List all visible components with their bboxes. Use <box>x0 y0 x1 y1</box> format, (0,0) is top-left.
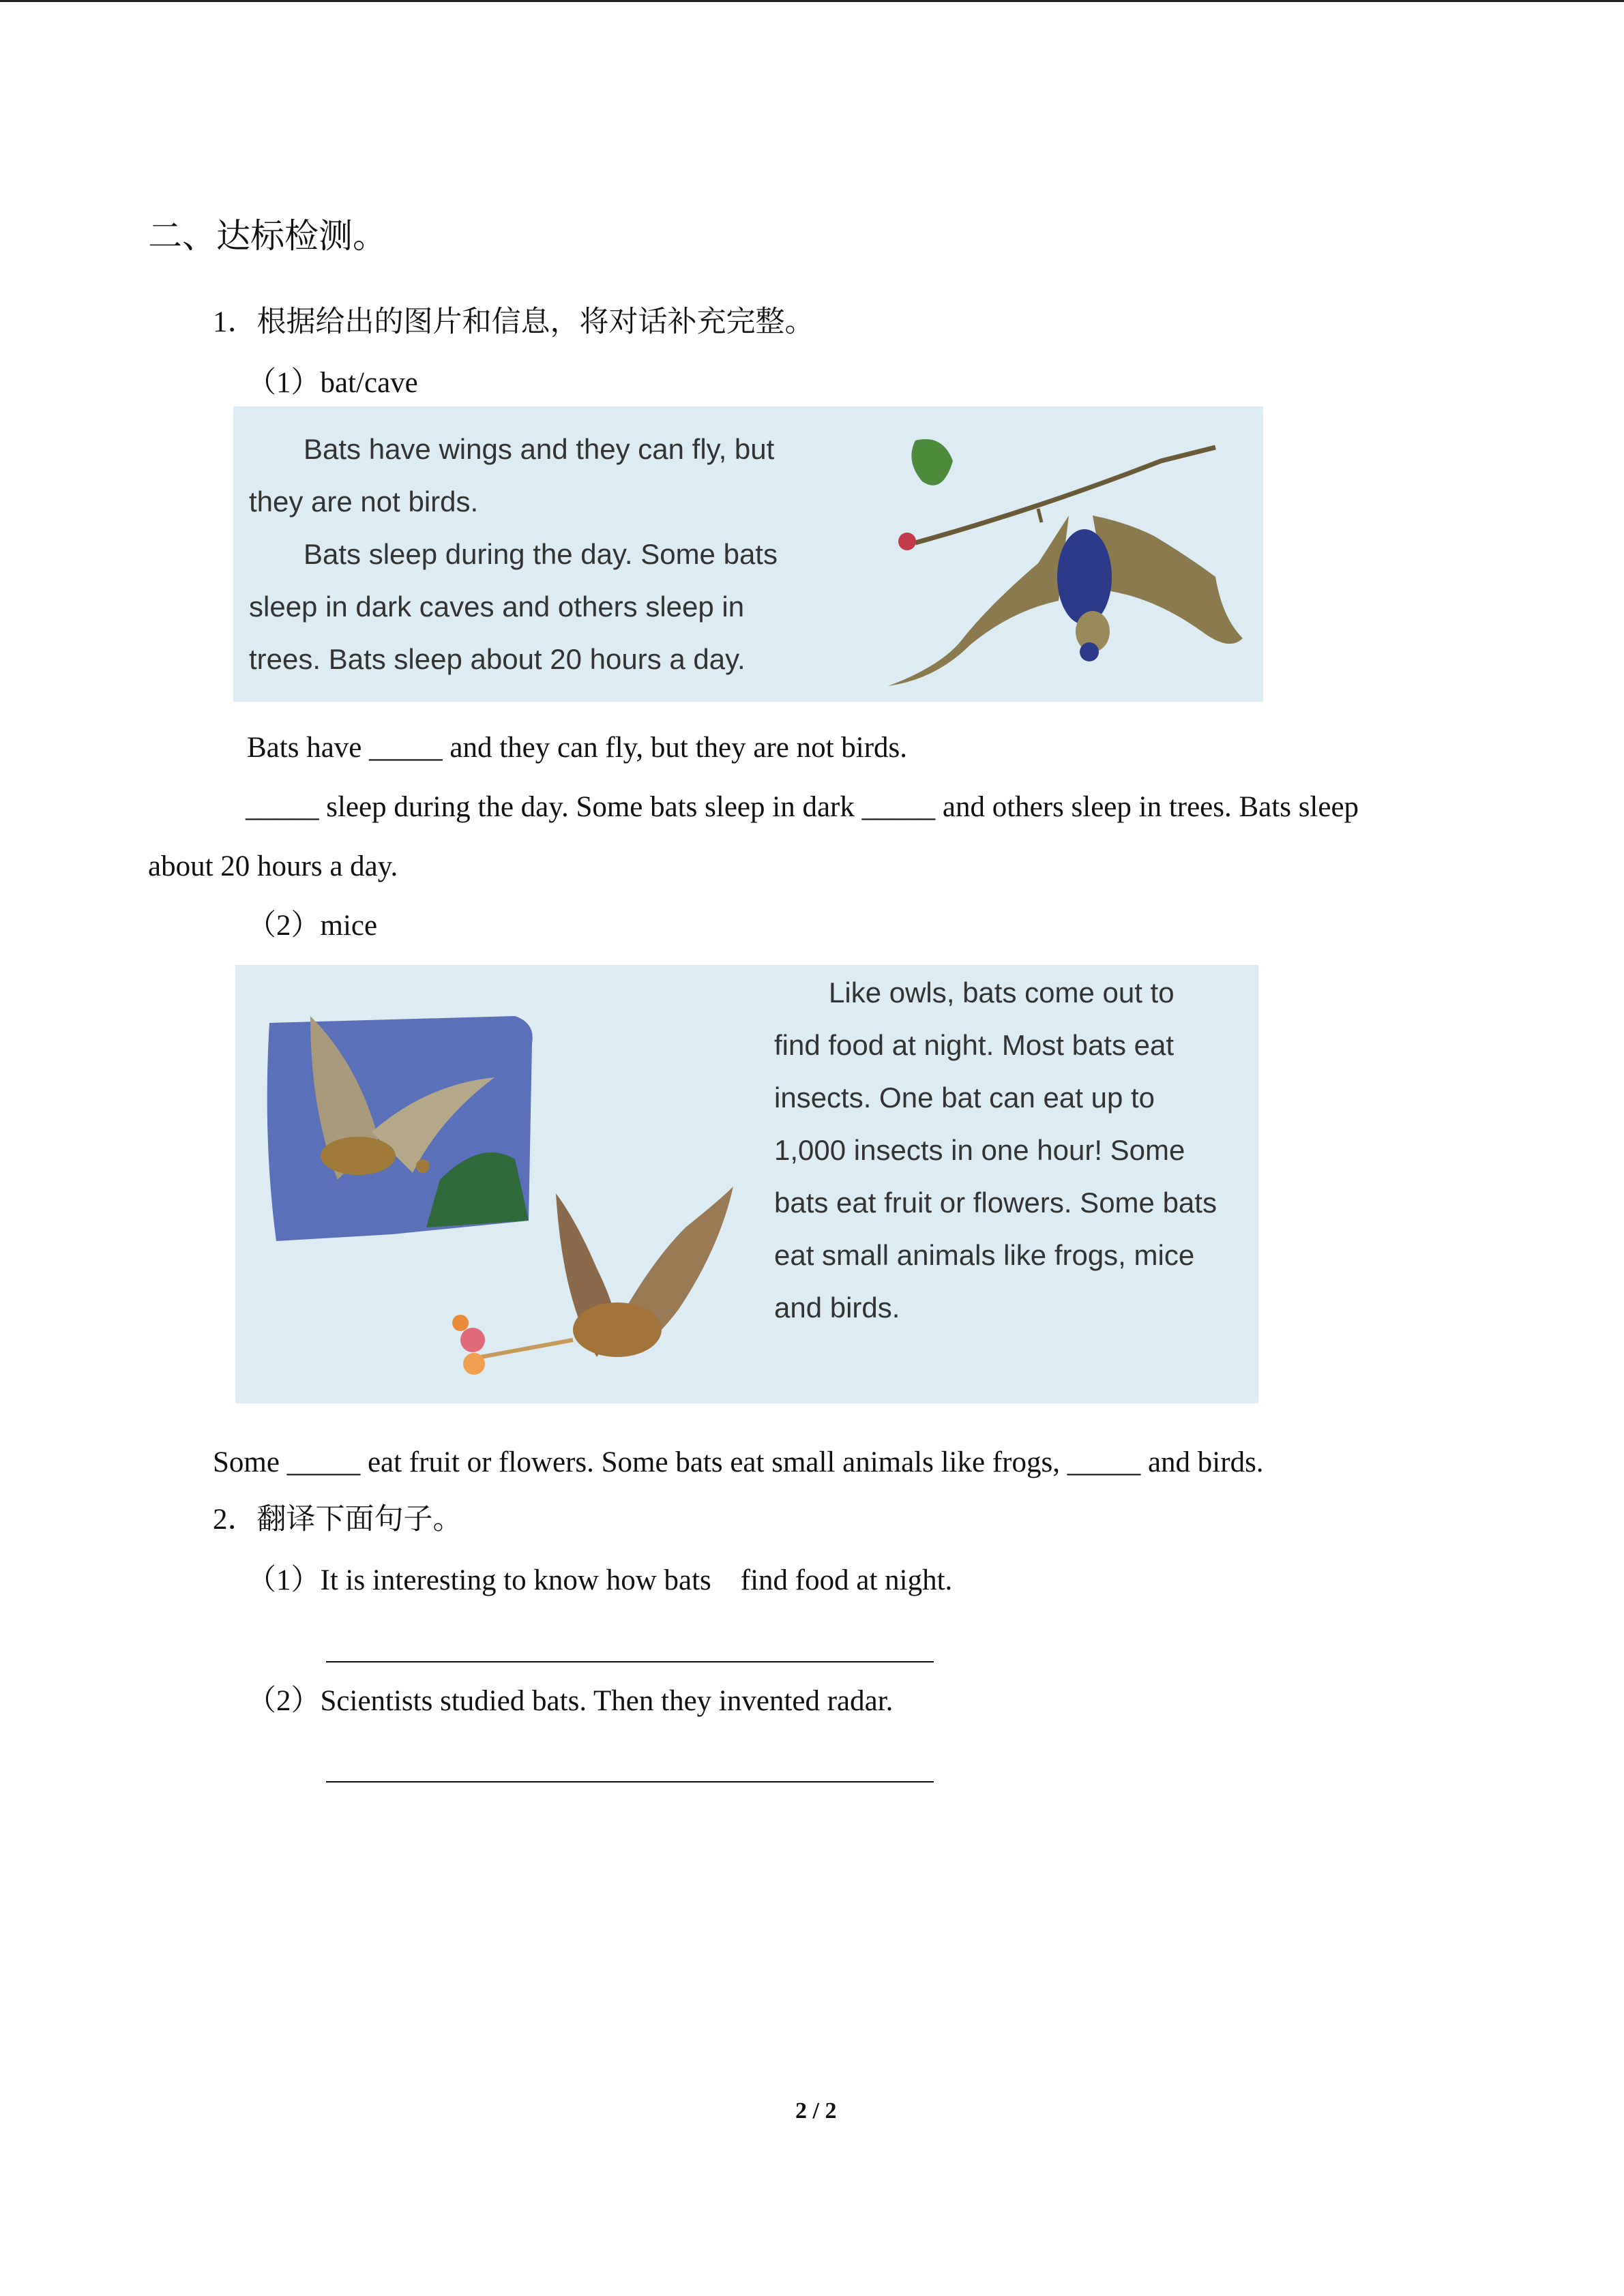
q2-item-2: （2）Scientists studied bats. Then they invented radar. <box>247 1685 894 1717</box>
q1-part1-exercise-line1: Bats have _____ and they can fly, but they are not birds. <box>247 732 908 764</box>
q1-title: 1．根据给出的图片和信息，将对话补充完整。 <box>213 306 814 338</box>
panel2-line: find food at night. Most bats eat <box>774 1029 1175 1061</box>
panel1-line: Bats have wings and they can fly, but <box>304 433 775 465</box>
q1-part1-label: （1）bat/cave <box>247 367 418 399</box>
reading-panel-bats-wings <box>233 406 1263 702</box>
panel2-line: and birds. <box>774 1292 900 1324</box>
flying-bats-illustration <box>256 1002 774 1398</box>
panel2-line: eat small animals like frogs, mice <box>774 1239 1195 1271</box>
q2-title: 2．翻译下面句子。 <box>213 1504 462 1536</box>
answer-line-1[interactable] <box>326 1661 934 1663</box>
panel1-line: they are not birds. <box>249 486 479 518</box>
q1-part2-label: （2）mice <box>247 910 378 942</box>
panel2-passage <box>774 966 1238 1334</box>
page-number: 2 / 2 <box>795 2098 837 2123</box>
hanging-bat-illustration <box>833 420 1256 700</box>
panel1-line: Bats sleep during the day. Some bats <box>304 538 778 570</box>
panel2-line: bats eat fruit or flowers. Some bats <box>774 1187 1217 1219</box>
answer-line-2[interactable] <box>326 1781 934 1783</box>
q1-part1-exercise-line3: about 20 hours a day. <box>148 850 398 882</box>
panel2-line: Like owls, bats come out to <box>829 976 1175 1009</box>
panel1-line: trees. Bats sleep about 20 hours a day. <box>249 643 745 675</box>
q1-part1-exercise-line2: _____ sleep during the day. Some bats sleep in dark _____ and others sleep in trees. Bats sleep <box>246 791 1359 823</box>
q2-item-1: （1）It is interesting to know how bats find food at night. <box>247 1564 953 1596</box>
reading-panel-bats-food <box>235 965 1258 1403</box>
panel2-line: 1,000 insects in one hour! Some <box>774 1134 1185 1166</box>
q1-part2-exercise-line: Some _____ eat fruit or flowers. Some bats eat small animals like frogs, _____ and birds. <box>213 1446 1264 1478</box>
panel1-line: sleep in dark caves and others sleep in <box>249 591 745 623</box>
panel2-line: insects. One bat can eat up to <box>774 1082 1155 1114</box>
section-title: 二、达标检测。 <box>148 217 387 255</box>
top-border-line <box>0 0 1624 2</box>
